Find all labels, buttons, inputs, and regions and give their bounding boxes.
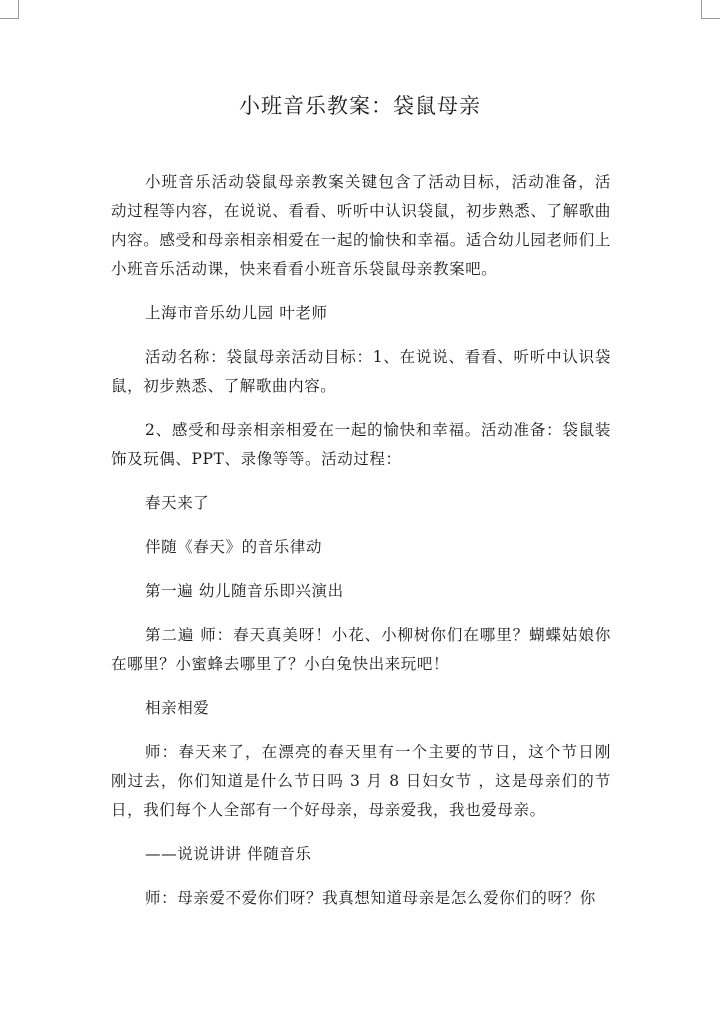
paragraph-talk: ——说说讲讲 伴随音乐 (145, 845, 312, 863)
crop-mark-top-right (701, 0, 720, 19)
paragraph-mothers-day: 师：春天来了，在漂亮的春天里有一个主要的节日，这个节日刚刚过去，你们知道是什么节日吗 3 月 8 日妇女节 ，这是母亲们的节日，我们每个人全部有一个好母亲，母亲爱我，我也爱母亲。 (111, 743, 611, 819)
document-body (111, 168, 611, 928)
paragraph-author: 上海市音乐幼儿园 叶老师 (145, 304, 328, 322)
crop-mark-top-left (0, 0, 19, 19)
paragraph-intro: 小班音乐活动袋鼠母亲教案关键包含了活动目标，活动准备，活动过程等内容，在说说、看看、听听中认识袋鼠，初步熟悉、了解歌曲内容。感受和母亲相亲相爱在一起的愉快和幸福。适合幼儿园老师们上小班音乐活动课，快来看看小班音乐袋鼠母亲教案吧。 (111, 173, 611, 278)
paragraph-activity-name: 活动名称：袋鼠母亲活动目标：1、在说说、看看、听听中认识袋鼠，初步熟悉、了解歌曲内容。 (111, 348, 611, 395)
paragraph-question: 师：母亲爱不爱你们呀？我真想知道母亲是怎么爱你们的呀？你 (145, 889, 596, 907)
paragraph-first-round: 第一遍 幼儿随音乐即兴演出 (145, 582, 344, 600)
paragraph-rhythm: 伴随《春天》的音乐律动 (145, 538, 323, 556)
document-title: 小班音乐教案：袋鼠母亲 (239, 94, 481, 118)
section-heading-love: 相亲相爱 (145, 699, 210, 717)
paragraph-second-round: 第二遍 师：春天真美呀！小花、小柳树你们在哪里？蝴蝶姑娘你在哪里？小蜜蜂去哪里了？小白兔快出来玩吧！ (111, 626, 611, 673)
paragraph-activity-prep: 2、感受和母亲相亲相爱在一起的愉快和幸福。活动准备：袋鼠装饰及玩偶、PPT、录像等等。活动过程： (111, 421, 611, 468)
section-heading-spring: 春天来了 (145, 494, 210, 512)
